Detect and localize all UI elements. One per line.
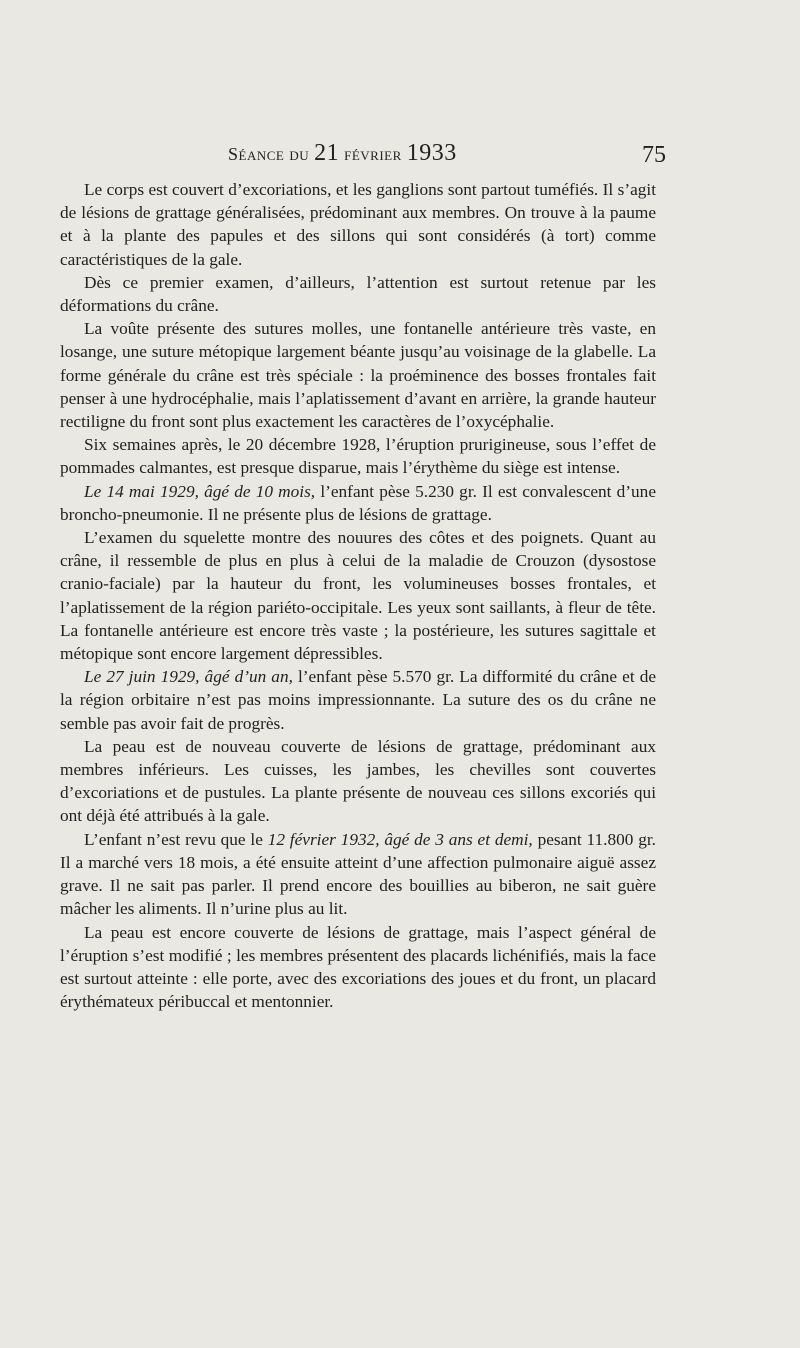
paragraph-text: l’enfant pèse 5.230 gr. Il est convalescent d’une broncho-pneumonie. Il ne présente plus de lésions de grattage. xyxy=(60,481,656,524)
paragraph-text: L’examen du squelette montre des nouures des côtes et des poignets. Quant au crâne, il ressemble de plus en plus à celui de la maladie de Crouzon (dysostose cranio-faciale) par la hauteur du front, les volumineuses bosses frontales, et l’aplatissement de la région pariéto-occipitale. Les yeux sont saillants, à fleur de tête. La fontanelle antérieure est encore très vaste ; la postérieure, les sutures sagittale et métopique sont encore largement dépressibles. xyxy=(60,528,656,664)
running-head-day: 21 xyxy=(314,140,340,166)
paragraph xyxy=(60,828,656,921)
paragraph xyxy=(60,317,656,433)
paragraph-text: Le corps est couvert d’excoriations, et les ganglions sont partout tuméfiés. Il s’agit de lésions de grattage généralisées, prédominant aux membres. On trouve à la paume et à la plante des papules et des sillons qui sont considérés (à tort) comme caractéristiques de la gale. xyxy=(60,180,656,269)
paragraph-text: Dès ce premier examen, d’ailleurs, l’attention est surtout retenue par les déformations du crâne. xyxy=(60,272,656,316)
paragraph xyxy=(60,921,656,1014)
paragraph-italic: 12 février 1932, âgé de 3 ans et demi, xyxy=(267,829,533,849)
paragraph-text: Six semaines après, le 20 décembre 1928, l’éruption prurigineuse, sous l’effet de pommades calmantes, est presque disparue, mais l’érythème du siège est intense. xyxy=(60,435,656,478)
paragraph xyxy=(60,526,656,665)
paragraph xyxy=(60,178,656,271)
paragraph-text: l’enfant pèse 5.570 gr. La difformité du crâne et de la région orbitaire n’est pas moins impressionnante. La suture des os du crâne ne semble pas avoir fait de progrès. xyxy=(60,667,657,733)
paragraph xyxy=(60,433,656,479)
running-head-year: 1933 xyxy=(406,140,457,166)
paragraph xyxy=(60,271,656,317)
running-head-prefix: Séance du xyxy=(228,144,315,164)
page-number: 75 xyxy=(642,142,666,168)
paragraph-text: La peau est encore couverte de lésions de grattage, mais l’aspect général de l’éruption s’est modifié ; les membres présentent des placards lichénifiés, mais la face est surtout atteinte : elle porte, avec des excoriations des joues et du front, un placard érythémateux péribuccal et mentonnier. xyxy=(60,922,656,1012)
paragraph-italic: Le 14 mai 1929, âgé de 10 mois, xyxy=(84,481,316,501)
page-header xyxy=(228,140,666,172)
running-head-month: février xyxy=(339,144,407,164)
running-head xyxy=(228,140,457,167)
paragraph-prefix: L’enfant n’est revu que le xyxy=(84,829,268,849)
body-text xyxy=(60,178,656,1013)
paragraph xyxy=(60,735,656,828)
paragraph xyxy=(60,665,656,735)
paragraph-text: La voûte présente des sutures molles, une fontanelle antérieure très vaste, en losange, une suture métopique largement béante jusqu’au voisinage de la glabelle. La forme générale du crâne est très spéciale : la proéminence des bosses frontales fait penser à une hydrocéphalie, mais l’aplatissement d’avant en arrière, la grande hauteur rectiligne du front sont plus exactement les caractères de l’oxycéphalie. xyxy=(60,319,656,432)
paragraph-text: La peau est de nouveau couverte de lésions de grattage, prédominant aux membres inférieurs. Les cuisses, les jambes, les chevilles sont couvertes d’excoriations et de pustules. La plante présente de nouveau ces sillons excoriés qui ont déjà été attribués à la gale. xyxy=(60,736,656,826)
paragraph xyxy=(60,480,656,526)
paragraph-text: pesant 11.800 gr. Il a marché vers 18 mois, a été ensuite atteint d’une affection pulmonaire aiguë assez grave. Il ne sait pas parler. Il prend encore des bouillies au biberon, ne sait guère mâcher les aliments. Il n’urine plus au lit. xyxy=(60,829,656,919)
paragraph-italic: Le 27 juin 1929, âgé d’un an, xyxy=(84,667,293,687)
